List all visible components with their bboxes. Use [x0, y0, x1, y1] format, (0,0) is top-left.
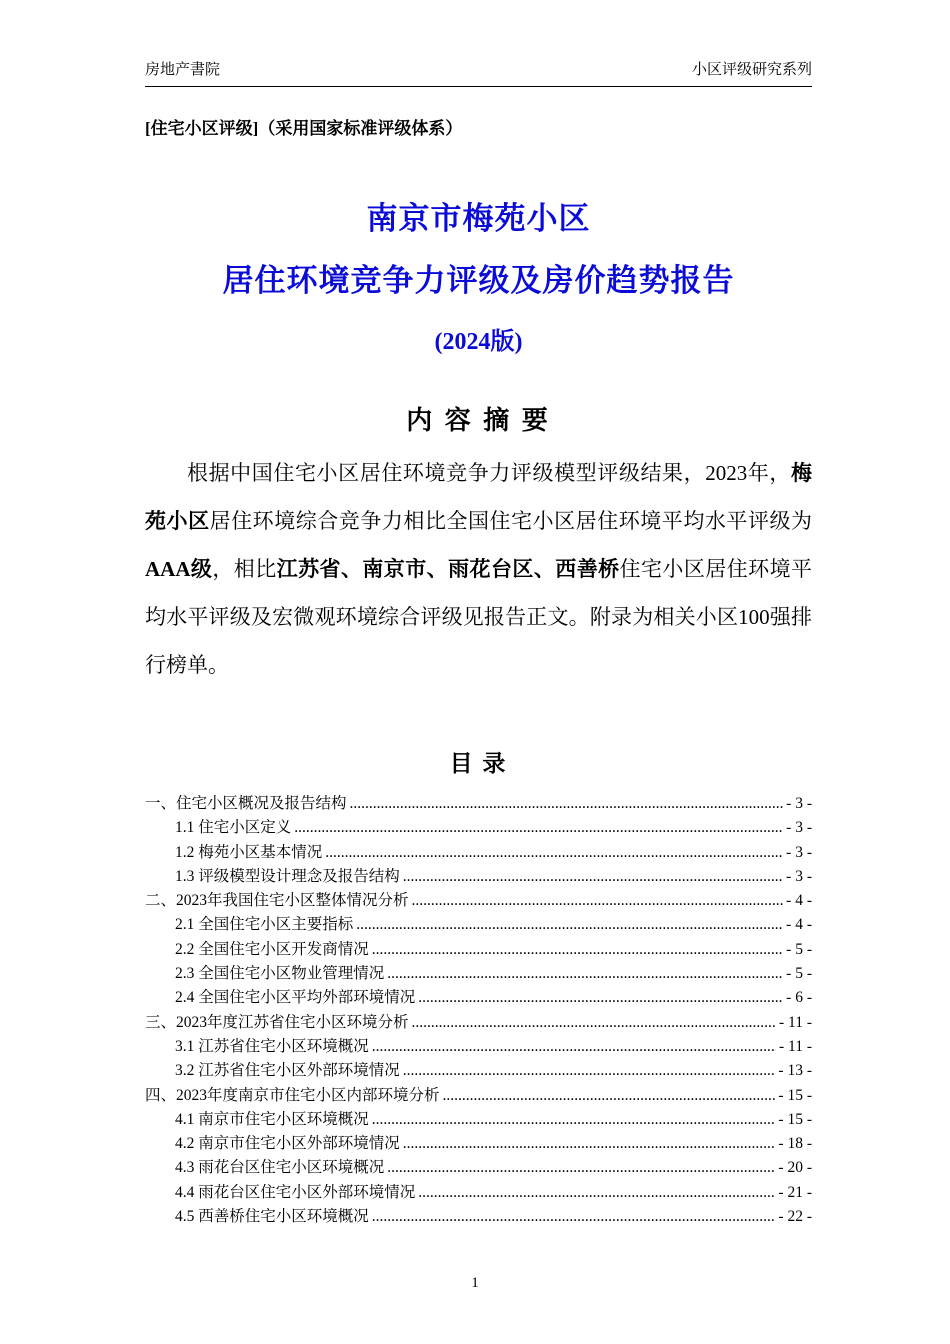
toc-dot-leader — [412, 1011, 776, 1035]
toc-dot-leader — [418, 986, 783, 1010]
toc-dot-leader — [372, 938, 783, 962]
toc-dot-leader — [443, 1084, 776, 1108]
page-number: 1 — [471, 1275, 479, 1291]
toc-dot-leader — [325, 841, 783, 865]
toc-entry-label: 4.4 雨花台区住宅小区外部环境情况 — [175, 1183, 416, 1201]
toc-entry-label: 4.1 南京市住宅小区环境概况 — [175, 1110, 369, 1128]
toc-dot-leader — [403, 865, 783, 889]
toc-entry-label: 二、2023年我国住宅小区整体情况分析 — [145, 892, 409, 910]
toc-entry-page: - 4 - — [786, 916, 812, 934]
toc-entry-label: 3.2 江苏省住宅小区外部环境情况 — [175, 1062, 400, 1080]
toc-entry-label: 4.3 雨花台区住宅小区环境概况 — [175, 1159, 385, 1177]
toc-entry-sub — [145, 841, 812, 865]
toc-entry-page: - 22 - — [778, 1208, 812, 1226]
toc-dot-leader — [294, 816, 783, 840]
toc-entry-section — [145, 1084, 812, 1108]
summary-paragraph — [145, 449, 812, 689]
toc-dot-leader — [372, 1108, 776, 1132]
doc-type-label: [住宅小区评级]（采用国家标准评级体系） — [145, 119, 463, 138]
toc-dot-leader — [387, 962, 783, 986]
toc-entry-sub — [145, 816, 812, 840]
toc-entry-page: - 3 - — [786, 795, 812, 812]
toc-entry-label: 4.2 南京市住宅小区外部环境情况 — [175, 1135, 400, 1153]
toc-entry-label: 一、住宅小区概况及报告结构 — [145, 795, 347, 812]
toc-entry-sub — [145, 913, 812, 937]
toc-entry-sub — [145, 1035, 812, 1059]
toc-entry-page: - 21 - — [778, 1183, 812, 1201]
toc-entry-label: 1.3 评级模型设计理念及报告结构 — [175, 867, 400, 885]
toc-entry-page: - 5 - — [786, 965, 812, 983]
summary-text: ，相比 — [212, 557, 277, 581]
toc-entry-sub — [145, 1059, 812, 1083]
toc-entry-sub — [145, 1181, 812, 1205]
report-title-line1: 南京市梅苑小区 — [366, 201, 591, 236]
toc-entry-sub — [145, 986, 812, 1010]
toc-dot-leader — [403, 1059, 776, 1083]
toc-dot-leader — [403, 1132, 776, 1156]
toc-dot-leader — [418, 1181, 775, 1205]
summary-text: 居住环境综合竞争力相比全国住宅小区居住环境平均水平评级为 — [209, 509, 813, 533]
summary-heading: 内 容 摘 要 — [406, 406, 551, 435]
page-header — [145, 58, 812, 87]
toc-entry-sub — [145, 865, 812, 889]
toc-entry-page: - 5 - — [786, 940, 812, 958]
toc-entry-label: 3.1 江苏省住宅小区环境概况 — [175, 1037, 369, 1055]
toc-entry-page: - 4 - — [786, 892, 812, 910]
toc-entry-page: - 15 - — [778, 1110, 812, 1128]
toc-entry-page: - 3 - — [786, 819, 812, 837]
toc-entry-section — [145, 889, 812, 913]
toc-entry-label: 三、2023年度江苏省住宅小区环境分析 — [145, 1013, 409, 1031]
toc-entry-page: - 15 - — [778, 1086, 812, 1104]
toc-dot-leader — [387, 1156, 775, 1180]
toc-entry-sub — [145, 938, 812, 962]
summary-text: 根据中国住宅小区居住环境竞争力评级模型评级结果，2023年， — [187, 461, 791, 485]
toc-dot-leader — [412, 889, 784, 913]
toc-entry-label: 2.4 全国住宅小区平均外部环境情况 — [175, 989, 416, 1007]
toc-dot-leader — [356, 913, 783, 937]
toc-entry-label: 1.1 住宅小区定义 — [175, 819, 292, 837]
toc-entry-label: 四、2023年度南京市住宅小区内部环境分析 — [145, 1086, 440, 1104]
toc-entry-label: 1.2 梅苑小区基本情况 — [175, 843, 323, 861]
toc-entry-section — [145, 1011, 812, 1035]
toc-entry-sub — [145, 1156, 812, 1180]
toc-dot-leader — [350, 792, 784, 816]
toc-entry-sub — [145, 1132, 812, 1156]
summary-text: 住宅小区居住环境平均水平评级及宏微观环境综合评级见报告正文。附录为相关小区100强排行榜单。 — [145, 557, 813, 677]
toc-entry-page: - 3 - — [786, 867, 812, 885]
summary-text-bold: AAA级 — [145, 557, 213, 581]
toc-entry-page: - 13 - — [778, 1062, 812, 1080]
toc-entry-section — [145, 792, 812, 816]
report-edition: (2024版) — [434, 329, 523, 355]
toc-dot-leader — [372, 1035, 776, 1059]
toc-heading: 目 录 — [449, 751, 508, 776]
toc-entry-label: 2.3 全国住宅小区物业管理情况 — [175, 965, 385, 983]
toc-dot-leader — [372, 1205, 776, 1229]
header-left-text: 房地产書院 — [145, 62, 221, 78]
summary-text-bold: 梅苑小区 — [145, 461, 812, 533]
toc-entry-label: 2.1 全国住宅小区主要指标 — [175, 916, 354, 934]
toc-entry-page: - 6 - — [786, 989, 812, 1007]
toc-entry-page: - 11 - — [779, 1037, 812, 1055]
toc-entry-sub — [145, 962, 812, 986]
toc-entry-sub — [145, 1108, 812, 1132]
toc-entry-page: - 18 - — [778, 1135, 812, 1153]
toc-entry-label: 4.5 西善桥住宅小区环境概况 — [175, 1208, 369, 1226]
toc-entry-page: - 20 - — [778, 1159, 812, 1177]
toc-entry-page: - 11 - — [779, 1013, 812, 1031]
toc-list — [145, 792, 812, 1229]
toc-entry-page: - 3 - — [786, 843, 812, 861]
report-title-line2: 居住环境竞争力评级及房价趋势报告 — [222, 263, 735, 298]
toc-entry-label: 2.2 全国住宅小区开发商情况 — [175, 940, 369, 958]
summary-text-bold: 江苏省、南京市、雨花台区、西善桥 — [276, 557, 620, 581]
header-right-text: 小区评级研究系列 — [691, 62, 812, 78]
toc-entry-sub — [145, 1205, 812, 1229]
